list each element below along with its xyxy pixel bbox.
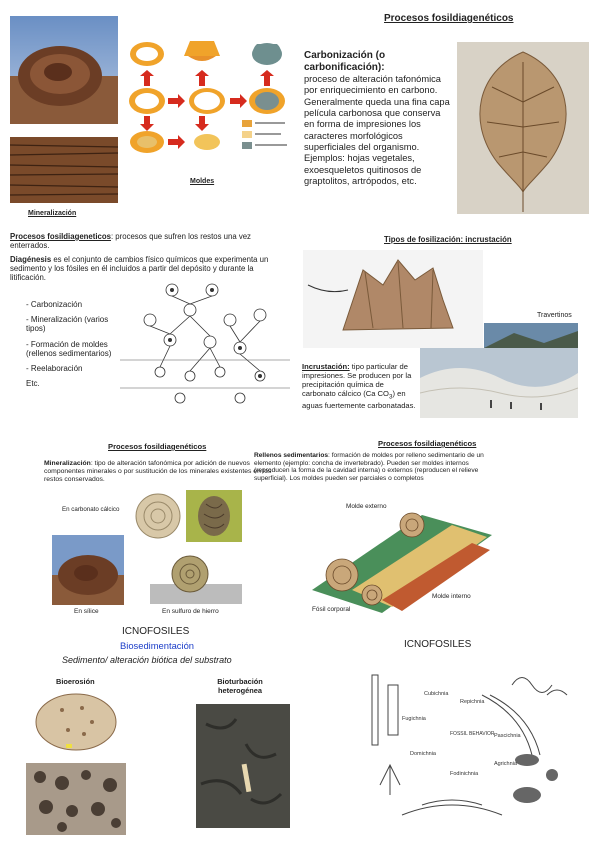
- mineralizacion-paragraph: [44, 460, 284, 483]
- rellenos-title: Procesos fosildiagenéticos: [378, 439, 477, 448]
- list-item: - Carbonización: [26, 300, 83, 309]
- carbonizacion-text: proceso de alteración tafonómica por enriquecimiento en carbono. Generalmente queda una fina capa película carbonosa que conserva en forma de impresiones los caracteres morfológicos superficiales del organismo. Ejemplos: hojas vegetales, exoesqueletos quitinosos de graptolitos, artrópodos, etc.: [304, 74, 450, 186]
- fosildiageneticos-paragraph: [10, 233, 290, 251]
- incrustacion-end: ) en aguas fuertemente carbonatadas.: [302, 389, 416, 411]
- petrified-wood-grain-photo: [10, 137, 118, 203]
- petrified-wood-photo: [10, 16, 118, 124]
- rellenos-def: : formación de moldes por relleno sedimentario de un elemento (ejemplo: concha de invertebrado). Pueden ser moldes internos (reproducen la forma de la cavidad interna) o externos (reproducen el relieve superficial). Los moldes pueden ser parciales o completos: [254, 452, 484, 482]
- pyrite-ammonite-photo: [150, 548, 242, 604]
- travertinos-label: Travertinos: [537, 312, 572, 319]
- diagram-label-repichnia: Repichnia: [460, 699, 485, 705]
- mineralizacion-label: Mineralización: [28, 210, 77, 217]
- gastropod-photo: [186, 490, 242, 542]
- incrustacion-def: tipo particular de impresiones. Se producen por la precipitación química de carbonato cálcico (Ca CO: [302, 362, 412, 399]
- molde-interno-label: Molde interno: [432, 593, 471, 600]
- process-list: [26, 300, 116, 394]
- bioturbated-surface-photo: [196, 704, 290, 828]
- incrustacion-paragraph: [302, 362, 417, 411]
- travertine-terraces-photo: [420, 348, 578, 418]
- icnofosiles-behavior-diagram: [362, 655, 587, 830]
- rellenos-term: Rellenos sedimentarios: [254, 452, 329, 459]
- list-item: - Mineralización (varios tipos): [26, 315, 109, 334]
- carbonizacion-heading: Carbonización (o carbonificación):: [304, 50, 386, 73]
- incrustacion-term: Incrustación:: [302, 362, 350, 371]
- diagram-label-fossil-behavior: FOSSIL BEHAVIOR: [450, 731, 495, 737]
- icnofosiles-title-right: ICNOFOSILES: [404, 639, 472, 650]
- diagenesis-paragraph: [10, 256, 290, 283]
- ammonite-white-photo: [132, 490, 184, 542]
- incrustacion-title: Tipos de fosilización: incrustación: [384, 235, 512, 244]
- fosil-corporal-label: Fósil corporal: [312, 606, 351, 613]
- leaf-fossil-photo: [457, 42, 589, 214]
- diagenesis-diagram: [120, 280, 290, 410]
- diagram-label-agrichnia: Agrichnia: [494, 761, 517, 767]
- incrustacion-sub: 3: [388, 393, 393, 401]
- diagram-label-fodinichnia: Fodinichnia: [450, 771, 479, 777]
- bioerosion-label: Bioerosión: [56, 677, 95, 686]
- diagram-label-fugichnia: Fugichnia: [402, 716, 426, 722]
- fosildiageneticos-def: : procesos que sufren los restos una vez enterrados.: [10, 232, 251, 250]
- list-item: - Formación de moldes (rellenos sedimentarios): [26, 339, 112, 358]
- diagram-label-domichnia: Domichnia: [410, 751, 436, 757]
- diagram-label-pascichnia: Pascichnia: [494, 733, 521, 739]
- diagram-label-cubichnia: Cubichnia: [424, 691, 449, 697]
- icnofosiles-title: ICNOFOSILES: [122, 626, 190, 637]
- bioturbacion-label: Bioturbación heterogénea: [217, 677, 263, 695]
- biosedimentacion-subtitle: Biosedimentación: [120, 640, 195, 651]
- mineralizacion-def: : tipo de alteración tafonómica por adición de nuevos componentes minerales o por sustitución de los minerales existentes en los restos conservados.: [44, 460, 272, 483]
- mineralizacion-title: Procesos fosildiagenéticos: [108, 442, 207, 451]
- fosildiageneticos-term: Procesos fosildiageneticos: [10, 232, 111, 241]
- moldes-diagram: [122, 36, 294, 154]
- diagenesis-def: es el conjunto de cambios físico químicos que experimenta un sedimento y los fósiles en él incluidos a partir del depósito y durante la litificación.: [10, 255, 269, 282]
- silicified-wood-photo: [52, 535, 124, 605]
- section1-title: Procesos fosildiagenéticos: [384, 13, 514, 24]
- mineralizacion-term: Mineralización: [44, 460, 91, 467]
- list-item: Etc.: [26, 379, 40, 389]
- list-item: - Reelaboración: [26, 363, 83, 373]
- diagenesis-term: Diagénesis: [10, 255, 52, 264]
- rellenos-paragraph: [254, 452, 490, 482]
- biosedimentacion-italic: Sedimento/ alteración biótica del substrato: [62, 655, 232, 665]
- desert-rose-photo: [303, 250, 483, 348]
- sulfuro-label: En sulfuro de hierro: [162, 608, 219, 615]
- bored-rock-photo: [26, 763, 126, 835]
- carbonato-label: En carbonato cálcico: [62, 506, 120, 513]
- molde-externo-label: Molde externo: [346, 503, 387, 510]
- silice-label: En sílice: [74, 608, 99, 615]
- bored-shell-photo: [32, 690, 120, 754]
- moldes-label: Moldes: [190, 178, 215, 185]
